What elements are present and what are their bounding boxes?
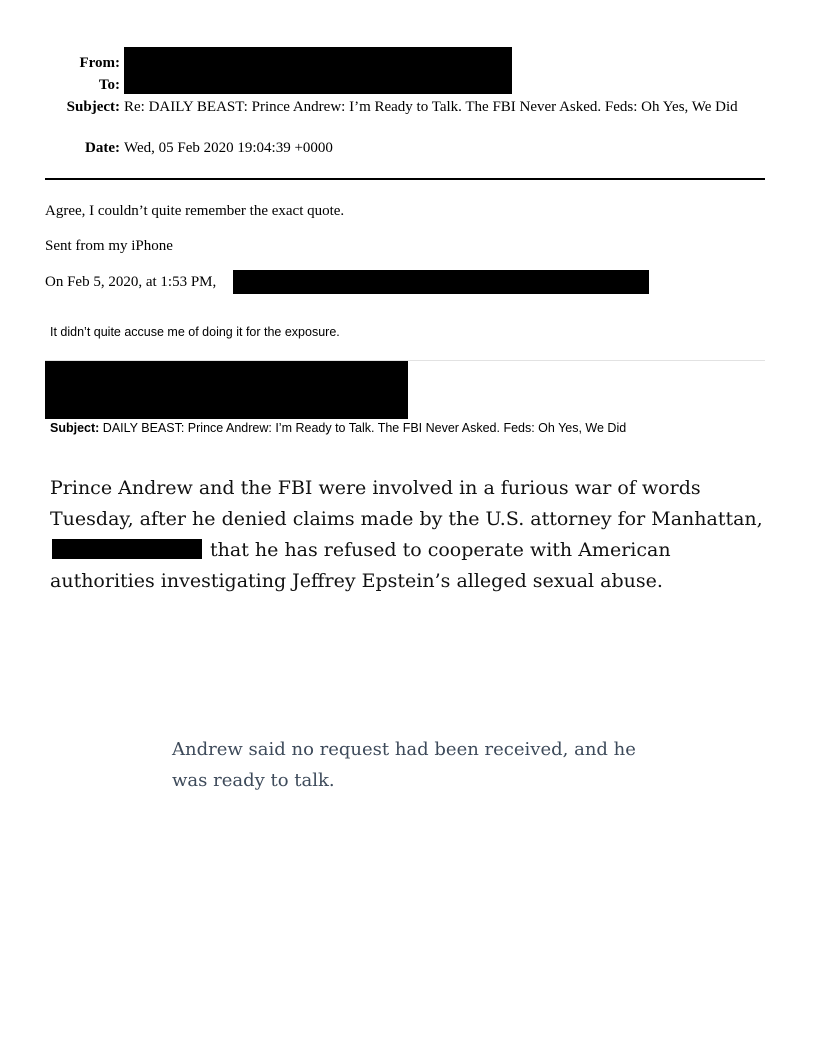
forward-subject-value: DAILY BEAST: Prince Andrew: I’m Ready to Talk. The FBI Never Asked. Feds: Oh Yes, We Did xyxy=(102,421,627,435)
article-paragraph xyxy=(50,473,770,597)
redaction-block-forward-header xyxy=(45,361,408,419)
to-label: To: xyxy=(98,77,120,93)
signature-text: Sent from my iPhone xyxy=(45,238,173,254)
date-value: Wed, 05 Feb 2020 19:04:39 +0000 xyxy=(124,140,333,156)
header-divider xyxy=(45,178,765,180)
redaction-block-from-to xyxy=(124,47,512,94)
article-text-part2: that he has refused to cooperate with American authorities investigating Jeffrey Epstein’s alleged sexual abuse. xyxy=(50,539,671,592)
reply-text: Agree, I couldn’t quite remember the exact quote. xyxy=(45,203,345,219)
from-label: From: xyxy=(79,55,120,71)
subject-value: Re: DAILY BEAST: Prince Andrew: I’m Ready to Talk. The FBI Never Asked. Feds: Oh Yes, We Did xyxy=(124,99,738,115)
redaction-block-sender xyxy=(233,270,649,294)
quote-intro-text: On Feb 5, 2020, at 1:53 PM, xyxy=(45,274,217,290)
subject-label: Subject: xyxy=(66,99,120,115)
pull-quote: Andrew said no request had been received, and he was ready to talk. xyxy=(172,739,636,791)
forward-subject-line xyxy=(50,420,626,436)
quoted-message: It didn’t quite accuse me of doing it for the exposure. xyxy=(50,325,340,339)
redaction-inline-name xyxy=(52,539,202,559)
article-text-part1: Prince Andrew and the FBI were involved in a furious war of words Tuesday, after he denied claims made by the U.S. attorney for Manhattan, xyxy=(50,477,763,530)
forward-subject-label: Subject: xyxy=(50,421,100,435)
date-label: Date: xyxy=(85,140,120,156)
